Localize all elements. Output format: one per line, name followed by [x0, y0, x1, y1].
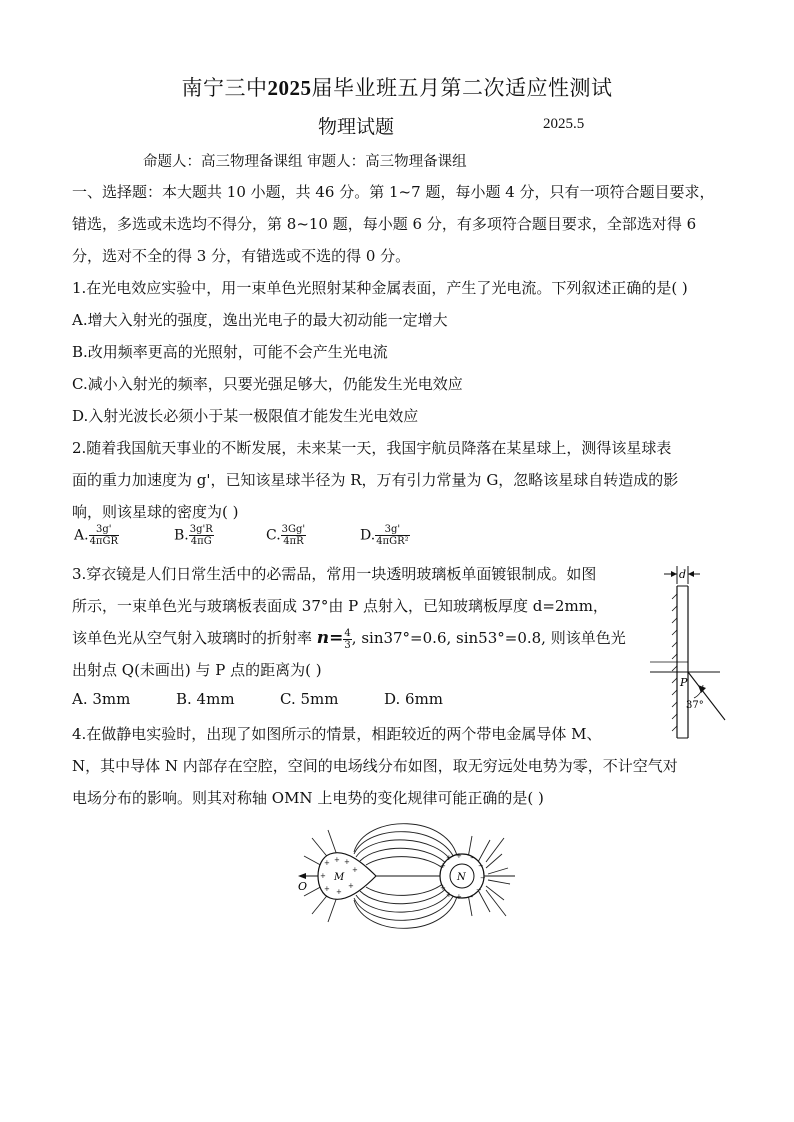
thickness-dimension	[664, 566, 700, 584]
q3-line-2: 所示，一束单色光与玻璃板表面成 37°由 P 点射入，已知玻璃板厚度 d=2mm，	[72, 597, 608, 615]
svg-text:+: +	[446, 854, 452, 862]
svg-text:+: +	[344, 858, 350, 866]
svg-text:−: −	[478, 862, 484, 870]
incident-ray	[688, 672, 725, 720]
q3-option-d: D. 6mm	[384, 690, 444, 708]
authors-line: 命题人：高三物理备课组 审题人：高三物理备课组	[143, 154, 467, 170]
refractive-index-symbol: n=	[316, 628, 344, 648]
svg-text:+: +	[334, 856, 340, 864]
svg-text:+: +	[440, 884, 446, 892]
point-o-label: O	[298, 880, 308, 893]
q3-line-3: 该单色光从空气射入玻璃时的折射率 n= $\frac{4}{3}$ , sin37°=0.6, sin53°=0.8, 则该单色光	[72, 627, 626, 651]
svg-text:+: +	[320, 872, 326, 880]
q1-option-b: B.改用频率更高的光照射，可能不会产生光电流	[72, 343, 388, 361]
conductor-n-label: N	[457, 872, 466, 883]
axis-arrow-left	[298, 873, 306, 879]
svg-text:+: +	[324, 859, 330, 867]
refractive-index-fraction: $\frac{4}{3}$	[344, 627, 351, 651]
svg-text:−: −	[468, 893, 474, 901]
silvered-hatching	[672, 594, 677, 731]
svg-text:−: −	[476, 886, 482, 894]
svg-text:+: +	[456, 893, 462, 901]
angle-label: 37°	[686, 700, 704, 711]
q1-option-c: C.减小入射光的频率，只要光强足够大，仍能发生光电效应	[72, 375, 463, 393]
svg-text:−: −	[470, 854, 476, 862]
q2-line-2: 面的重力加速度为 g'，已知该星球半径为 R，万有引力常量为 G，忽略该星球自转造成的影	[72, 471, 679, 489]
svg-text:+: +	[440, 862, 446, 870]
subject-title: 物理试题	[318, 116, 395, 138]
q2-line-1: 2.随着我国航天事业的不断发展，未来某一天，我国宇航员降落在某星球上，测得该星球表	[72, 439, 672, 457]
q2-option-c: C. $\frac{3Gg'}{4\pi R}$	[266, 524, 306, 547]
section-instruction-line-3: 分，选对不全的得 3 分，有错选或不选的得 0 分。	[72, 247, 411, 265]
thickness-label: d	[679, 568, 687, 581]
q3-line-4: 出射点 Q(未画出) 与 P 点的距离为( )	[72, 661, 322, 679]
q1-option-a: A.增大入射光的强度，逸出光电子的最大初动能一定增大	[72, 311, 448, 329]
q2-option-d: D. $\frac{3g'}{\text{4πGR²}}$	[360, 524, 409, 547]
point-p-label: P	[680, 676, 688, 689]
electric-field-figure	[290, 808, 520, 958]
q2-option-a: A. $\frac{3g'}{\text{4πGR}}$	[74, 524, 119, 547]
mirror-figure	[640, 560, 740, 745]
svg-text:+: +	[324, 885, 330, 893]
q3-option-b: B. 4mm	[176, 690, 235, 708]
svg-text:+: +	[352, 866, 358, 874]
q4-line-3: 电场分布的影响。则其对称轴 OMN 上电势的变化规律可能正确的是( )	[72, 789, 544, 807]
exam-date: 2025.5	[543, 116, 585, 132]
q1-option-d: D.入射光波长必须小于某一极限值才能发生光电效应	[72, 407, 419, 425]
q2-line-3: 响，则该星球的密度为( )	[72, 503, 239, 521]
q4-line-1: 4.在做静电实验时，出现了如图所示的情景，相距较近的两个带电金属导体 M、	[72, 725, 602, 743]
q3-option-c: C. 5mm	[280, 690, 339, 708]
svg-text:−: −	[480, 874, 486, 882]
q1-stem: 1.在光电效应实验中，用一束单色光照射某种金属表面，产生了光电流。下列叙述正确的是( )	[72, 279, 688, 297]
section-instruction-line-2: 错选，多选或未选均不得分，第 8~10 题，每小题 6 分，有多项符合题目要求，全部选对得 6	[72, 215, 697, 233]
section-instruction-line-1: 一、选择题：本大题共 10 小题，共 46 分。第 1~7 题，每小题 4 分，只有一项符合题目要求，	[72, 183, 715, 201]
conductor-m-label: M	[334, 872, 345, 883]
svg-text:+: +	[336, 888, 342, 896]
q3-option-a: A. 3mm	[72, 690, 131, 708]
q3-line-1: 3.穿衣镜是人们日常生活中的必需品，常用一块透明玻璃板单面镀银制成。如图	[72, 565, 597, 583]
svg-text:+: +	[446, 891, 452, 899]
svg-text:+: +	[348, 882, 354, 890]
q4-line-2: N，其中导体 N 内部存在空腔，空间的电场线分布如图，取无穷远处电势为零，不计空气对	[72, 757, 678, 775]
exam-title: 南宁三中2025届毕业班五月第二次适应性测试	[181, 76, 613, 100]
q2-option-b: B. $\frac{3g'R}{4\pi G}$	[174, 524, 213, 547]
svg-text:+: +	[456, 852, 462, 860]
